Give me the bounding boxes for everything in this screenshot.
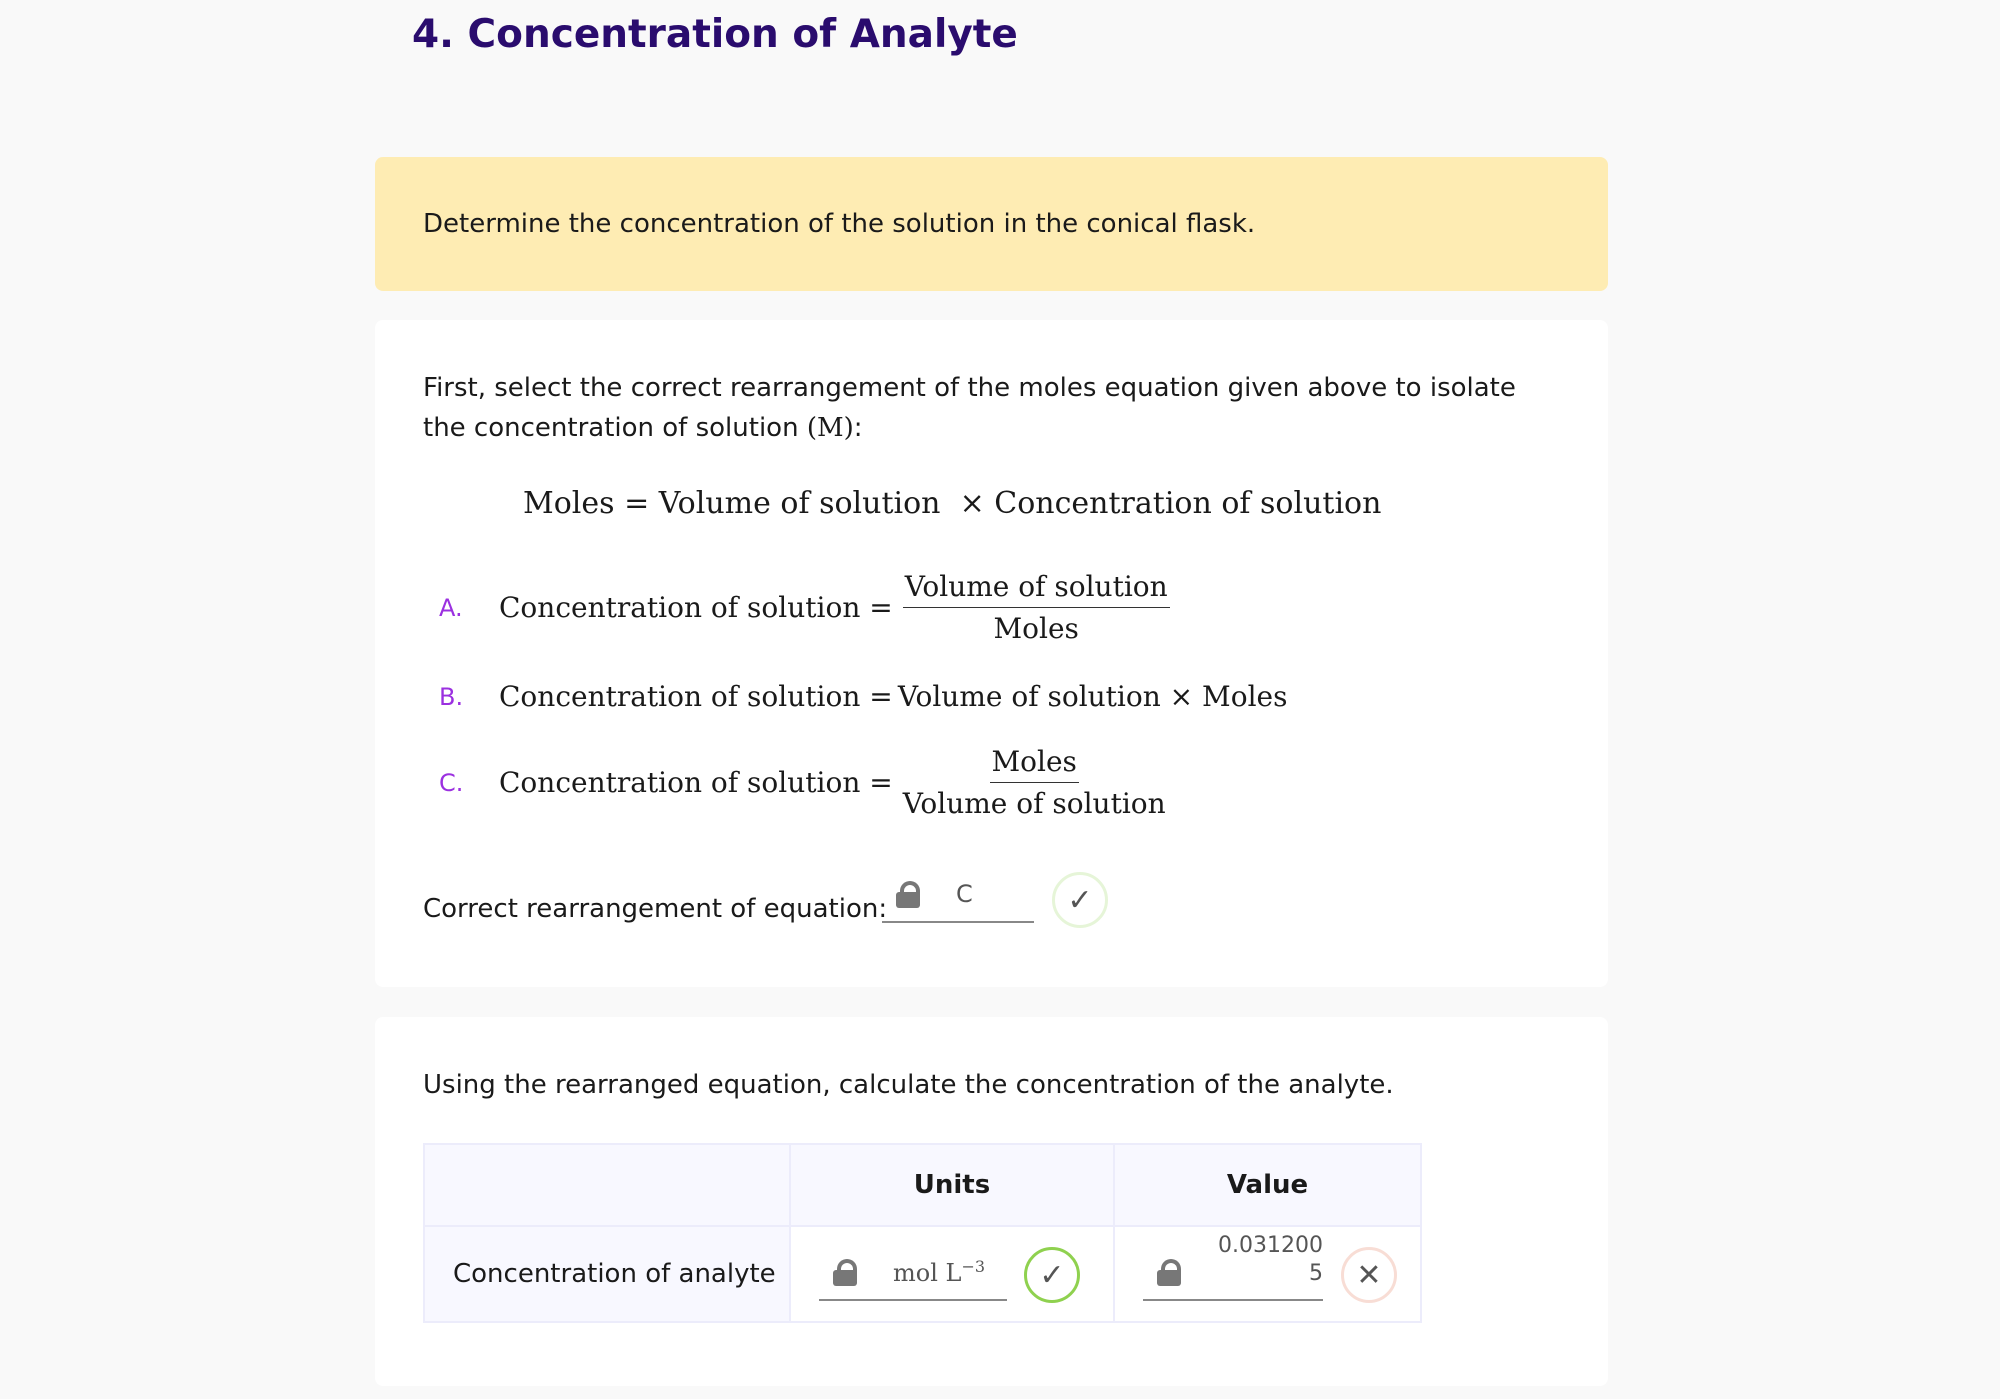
answer-input[interactable]: [882, 867, 1034, 923]
option-a: [423, 570, 1170, 645]
answer-table: [423, 1143, 1422, 1323]
units-base: mol L: [893, 1259, 962, 1287]
answer-label: Correct rearrangement of equation:: [423, 894, 888, 924]
units-value: [893, 1257, 985, 1287]
option-lhs: Concentration of solution =: [499, 591, 893, 624]
lock-icon: [1157, 1259, 1181, 1285]
moles-equation: [523, 486, 1381, 521]
option-letter: B.: [439, 682, 464, 711]
value-input[interactable]: [1143, 1233, 1323, 1301]
lock-icon: [833, 1259, 857, 1285]
option-c: [423, 745, 1166, 820]
units-exponent: −3: [961, 1257, 986, 1276]
option-lhs: Concentration of solution =: [499, 680, 893, 713]
numerator: Moles: [990, 745, 1079, 783]
option-b: [423, 680, 1287, 713]
instruction: Using the rearranged equation, calculate the concentration of the analyte.: [423, 1070, 1394, 1100]
numerator: Volume of solution: [903, 570, 1170, 608]
answer-value: C: [956, 880, 973, 908]
units-input[interactable]: [819, 1245, 1007, 1301]
table-header: [424, 1144, 1421, 1226]
check-icon: ✓: [1052, 872, 1108, 928]
header-empty: [424, 1144, 790, 1226]
fraction: [903, 745, 1166, 820]
option-lhs: Concentration of solution =: [499, 766, 893, 799]
units-cell: [790, 1226, 1114, 1322]
option-letter: A.: [439, 593, 463, 622]
lock-icon: [896, 881, 920, 907]
option-letter: C.: [439, 768, 464, 797]
question-prompt: Determine the concentration of the solution in the conical flask.: [375, 157, 1608, 291]
eq-sign: =: [624, 486, 650, 521]
instruction: [423, 368, 1523, 448]
calculation-card: [375, 1017, 1608, 1386]
rearrangement-card: [375, 320, 1608, 987]
denominator: Moles: [993, 612, 1079, 645]
eq-volume: Volume of solution: [658, 486, 941, 521]
row-label: Concentration of analyte: [424, 1226, 790, 1322]
value-line2: 5: [1309, 1261, 1323, 1286]
symbol-m: (M): [806, 413, 854, 443]
table-row: [424, 1226, 1421, 1322]
colon: :: [853, 413, 863, 443]
eq-lhs: Moles: [523, 486, 615, 521]
page-title: 4. Concentration of Analyte: [412, 12, 1018, 57]
option-rhs: Volume of solution × Moles: [897, 680, 1288, 713]
value-cell: [1114, 1226, 1421, 1322]
eq-concentration: Concentration of solution: [994, 486, 1382, 521]
denominator: Volume of solution: [902, 787, 1166, 820]
value-line1: 0.031200: [1218, 1233, 1323, 1258]
fraction: [903, 570, 1170, 645]
header-units: Units: [790, 1144, 1114, 1226]
value-text: [1181, 1232, 1323, 1288]
eq-times: ×: [959, 486, 985, 521]
instruction-text: First, select the correct rearrangement of the moles equation given above to isolate the concentration of solution: [423, 373, 1516, 443]
check-icon: ✓: [1024, 1247, 1080, 1303]
header-value: Value: [1114, 1144, 1421, 1226]
cross-icon: ✕: [1341, 1247, 1397, 1303]
